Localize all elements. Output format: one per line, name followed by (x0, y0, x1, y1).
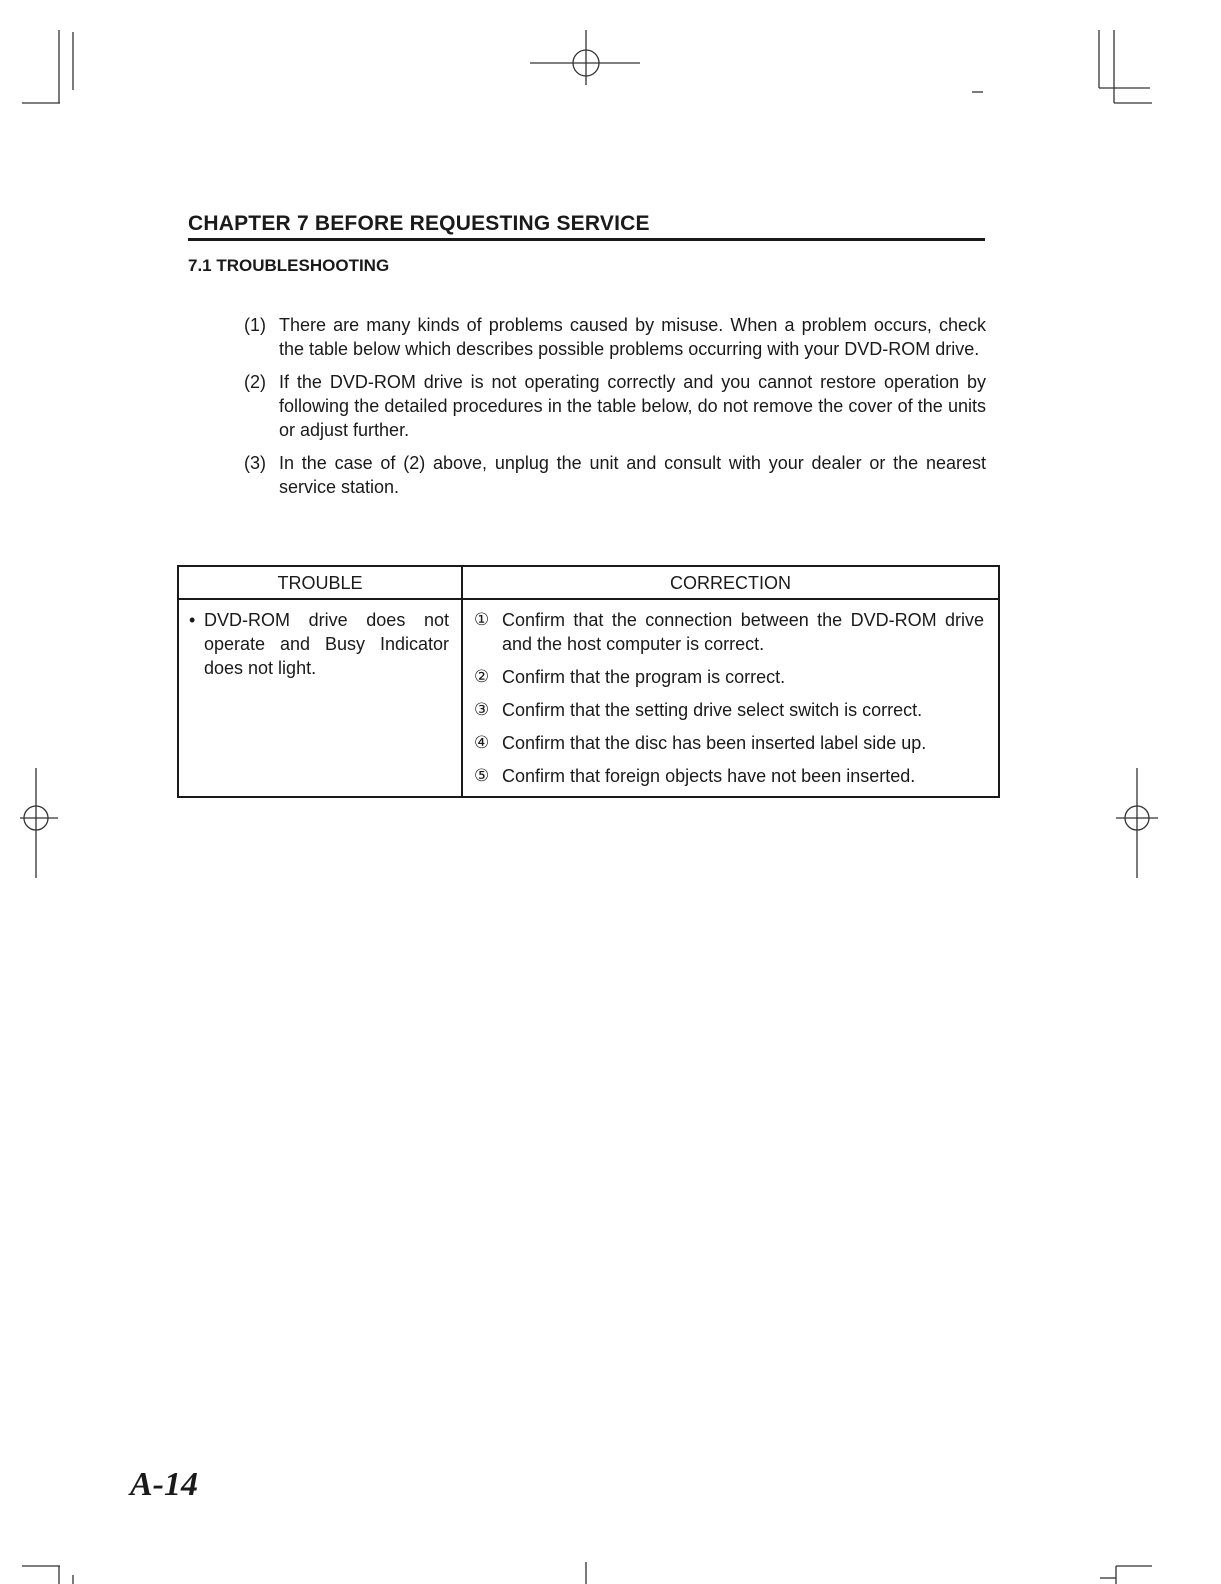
list-item (244, 451, 986, 499)
list-item-number: (1) (244, 315, 266, 335)
circled-number-icon: ④ (474, 733, 490, 753)
correction-text: Confirm that foreign objects have not been inserted. (502, 766, 916, 786)
list-item (244, 370, 986, 442)
correction-text: Confirm that the connection between the DVD-ROM drive and the host computer is correct. (502, 610, 984, 654)
list-item-number: (3) (244, 453, 266, 473)
section-title: 7.1 TROUBLESHOOTING (188, 256, 390, 275)
instruction-list (244, 313, 986, 508)
bullet-icon: • (189, 610, 196, 630)
trouble-item (189, 608, 449, 680)
correction-text: Confirm that the disc has been inserted label side up. (502, 733, 927, 753)
list-item-text: In the case of (2) above, unplug the unit and consult with your dealer or the nearest service station. (279, 453, 986, 497)
correction-item (474, 665, 984, 689)
correction-cell (462, 599, 999, 797)
correction-item (474, 698, 984, 722)
column-header-correction: CORRECTION (462, 566, 999, 599)
list-item-text: If the DVD-ROM drive is not operating correctly and you cannot restore operation by following the detailed procedures in the table below, do not remove the cover of the units or adjust further. (279, 372, 986, 440)
chapter-title: CHAPTER 7 BEFORE REQUESTING SERVICE (188, 211, 985, 241)
list-item-text: There are many kinds of problems caused by misuse. When a problem occurs, check the table below which describes possible problems occurring with your DVD-ROM drive. (279, 315, 986, 359)
trouble-text: DVD-ROM drive does not operate and Busy Indicator does not light. (204, 610, 449, 678)
page-number: A-14 (130, 1466, 198, 1503)
correction-text: Confirm that the program is correct. (502, 667, 786, 687)
trouble-cell (178, 599, 462, 797)
circled-number-icon: ② (474, 667, 490, 687)
circled-number-icon: ① (474, 610, 490, 630)
correction-text: Confirm that the setting drive select switch is correct. (502, 700, 923, 720)
correction-item (474, 608, 984, 656)
circled-number-icon: ③ (474, 700, 490, 720)
table-header-row (178, 566, 999, 599)
correction-item (474, 764, 984, 788)
list-item-number: (2) (244, 372, 266, 392)
troubleshooting-table (177, 565, 1000, 798)
circled-number-icon: ⑤ (474, 766, 490, 786)
column-header-trouble: TROUBLE (178, 566, 462, 599)
list-item (244, 313, 986, 361)
correction-item (474, 731, 984, 755)
table-row (178, 599, 999, 797)
